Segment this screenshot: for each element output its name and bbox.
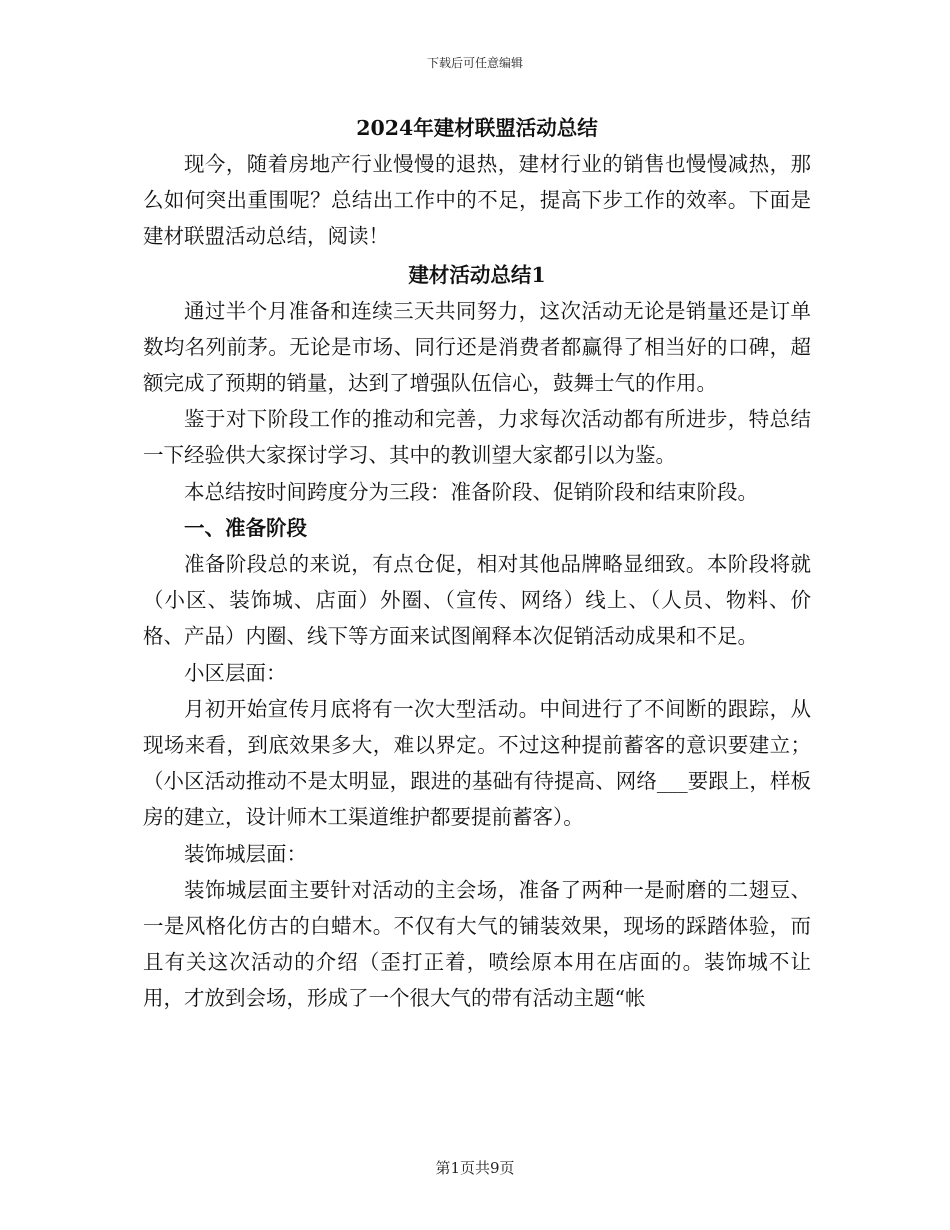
body-paragraph-1: 通过半个月准备和连续三天共同努力，这次活动无论是销量还是订单数均名列前茅。无论是市场、同行还是消费者都赢得了相当好的口碑，超额完成了预期的销量，达到了增强队伍信心，鼓舞士气的作用。 <box>143 298 811 396</box>
mall-paragraph: 装饰城层面主要针对活动的主会场，准备了两种一是耐磨的二翅豆、一是风格化仿古的白蜡木。不仅有大气的铺装效果，现场的踩踏体验，而且有关这次活动的介绍（歪打正着，喷绘原本用在店面的。装饰城不让用，才放到会场，形成了一个很大气的带有活动主题“帐 <box>143 877 811 1011</box>
body-paragraph-3: 本总结按时间跨度分为三段：准备阶段、促销阶段和结束阶段。 <box>184 479 758 504</box>
document-title: 2024年建材联盟活动总结 <box>356 116 598 140</box>
heading-prep-stage: 一、准备阶段 <box>184 515 307 540</box>
prep-paragraph: 准备阶段总的来说，有点仓促，相对其他品牌略显细致。本阶段将就（小区、装饰城、店面）外圈、（宣传、网络）线上、（人员、物料、价格、产品）内圈、线下等方面来试图阐释本次促销活动成果和不足。 <box>143 552 811 649</box>
section-title: 建材活动总结1 <box>408 262 546 287</box>
document-body <box>143 110 811 1017</box>
page-footer-page-number: 第1页共9页 <box>435 1159 515 1177</box>
mall-label: 装饰城层面： <box>184 841 307 866</box>
page-header-note: 下载后可任意编辑 <box>426 56 523 70</box>
body-paragraph-2: 鉴于对下阶段工作的推动和完善，力求每次活动都有所进步，特总结一下经验供大家探讨学习、其中的教训望大家都引以为鉴。 <box>143 407 811 468</box>
community-paragraph: 月初开始宣传月底将有一次大型活动。中间进行了不间断的跟踪，从现场来看，到底效果多大，难以界定。不过这种提前蓄客的意识要建立；（小区活动推动不是太明显，跟进的基础有待提高、网络___要跟上，样板房的建立，设计师木工渠道维护都要提前蓄客）。 <box>143 696 811 830</box>
intro-paragraph: 现今，随着房地产行业慢慢的退热，建材行业的销售也慢慢减热，那么如何突出重围呢？总结出工作中的不足，提高下步工作的效率。下面是建材联盟活动总结，阅读！ <box>143 152 811 249</box>
community-label: 小区层面： <box>184 660 287 685</box>
